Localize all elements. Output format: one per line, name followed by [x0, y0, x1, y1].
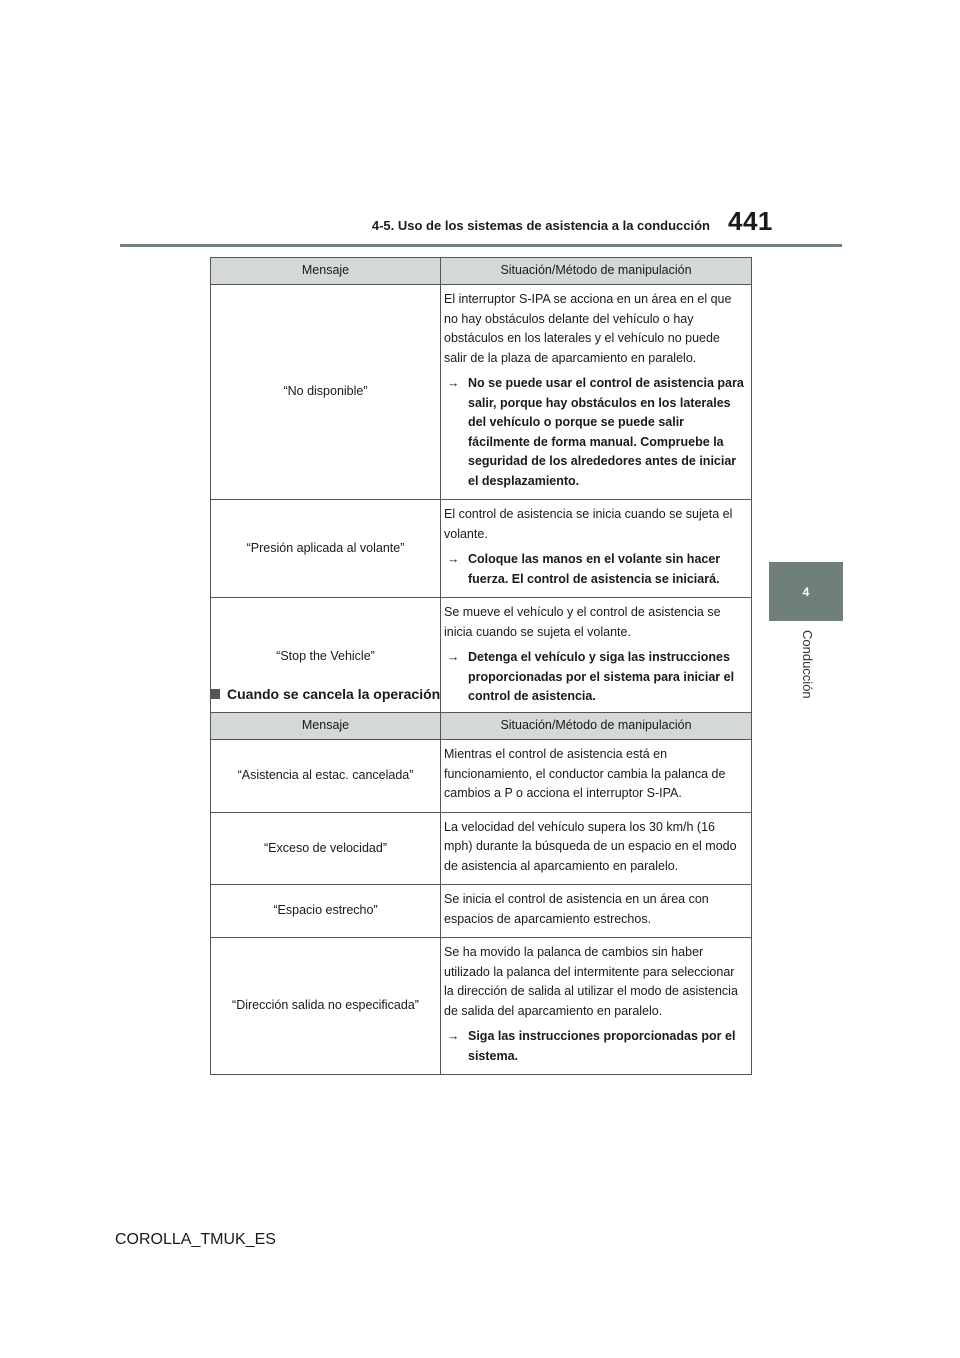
chapter-tab[interactable] — [769, 562, 843, 621]
action-text: Detenga el vehículo y siga las instrucciones proporcionadas por el sistema para iniciar el control de asistencia. — [468, 650, 735, 703]
document-code: COROLLA_TMUK_ES — [115, 1231, 276, 1248]
situation-cell — [441, 740, 752, 813]
situation-cell — [441, 598, 752, 716]
page-number: 441 — [728, 206, 773, 236]
situation-cell — [441, 812, 752, 885]
table-row — [211, 938, 752, 1075]
arrow-icon: → — [447, 552, 460, 566]
situation-text: El control de asistencia se inicia cuando se sujeta el volante. — [444, 507, 733, 541]
message-cell: “Stop the Vehicle” — [211, 598, 441, 716]
situation-text: Mientras el control de asistencia está en funcionamiento, el conductor cambia la palanca de cambios a P o acciona el interruptor S-IPA. — [444, 747, 726, 800]
column-header-situation: Situación/Método de manipulación — [441, 258, 752, 285]
message-cell: “Espacio estrecho” — [211, 885, 441, 938]
table-row — [211, 285, 752, 500]
chapter-number: 4 — [802, 584, 810, 599]
situation-text: Se mueve el vehículo y el control de asistencia se inicia cuando se sujeta el volante. — [444, 605, 721, 639]
action-text: No se puede usar el control de asistencia para salir, porque hay obstáculos en los laterales del vehículo o porque se puede salir fácilmente de forma manual. Compruebe la seguridad de los alrededores antes de iniciar el desplazamiento. — [468, 376, 744, 488]
action-instruction — [444, 374, 745, 491]
action-instruction — [444, 550, 745, 589]
chapter-label: Conducción — [800, 630, 815, 699]
table-row — [211, 812, 752, 885]
situation-cell — [441, 285, 752, 500]
situation-cell — [441, 500, 752, 598]
table-header-row — [211, 258, 752, 285]
message-cell: “Exceso de velocidad” — [211, 812, 441, 885]
table-row — [211, 885, 752, 938]
situation-text: El interruptor S-IPA se acciona en un área en el que no hay obstáculos delante del vehículo o hay obstáculos en los laterales y el vehículo no puede salir de la plaza de aparcamiento en paralelo. — [444, 292, 732, 365]
section-heading-text: Cuando se cancela la operación — [227, 686, 441, 702]
situation-text: Se inicia el control de asistencia en un área con espacios de aparcamiento estrechos. — [444, 892, 709, 926]
message-cell: “Presión aplicada al volante” — [211, 500, 441, 598]
message-cell: “Dirección salida no especificada” — [211, 938, 441, 1075]
action-text: Siga las instrucciones proporcionadas por el sistema. — [468, 1029, 736, 1063]
arrow-icon: → — [447, 376, 460, 390]
message-cell: “No disponible” — [211, 285, 441, 500]
section-heading — [210, 686, 440, 702]
table-row — [211, 500, 752, 598]
action-text: Coloque las manos en el volante sin hacer fuerza. El control de asistencia se iniciará. — [468, 552, 721, 586]
table-row — [211, 740, 752, 813]
action-instruction — [444, 1027, 745, 1066]
column-header-message: Mensaje — [211, 258, 441, 285]
arrow-icon: → — [447, 650, 460, 664]
message-cell: “Asistencia al estac. cancelada” — [211, 740, 441, 813]
situation-text: La velocidad del vehículo supera los 30 km/h (16 mph) durante la búsqueda de un espacio en el modo de asistencia al aparcamiento en paralelo. — [444, 819, 737, 873]
action-instruction — [444, 648, 745, 707]
column-header-message: Mensaje — [211, 713, 441, 740]
situation-cell — [441, 938, 752, 1075]
arrow-icon: → — [447, 1029, 460, 1043]
situation-cell — [441, 885, 752, 938]
column-header-situation: Situación/Método de manipulación — [441, 713, 752, 740]
square-bullet-icon — [210, 689, 220, 699]
message-table-2 — [210, 712, 752, 1075]
header-divider — [120, 244, 842, 247]
table-header-row — [211, 713, 752, 740]
message-table-1 — [210, 257, 752, 716]
situation-text: Se ha movido la palanca de cambios sin haber utilizado la palanca del intermitente para seleccionar la dirección de salida al utilizar el modo de asistencia de salida del aparcamiento en paralelo. — [444, 945, 738, 1018]
section-title: 4-5. Uso de los sistemas de asistencia a la conducción — [371, 218, 710, 233]
